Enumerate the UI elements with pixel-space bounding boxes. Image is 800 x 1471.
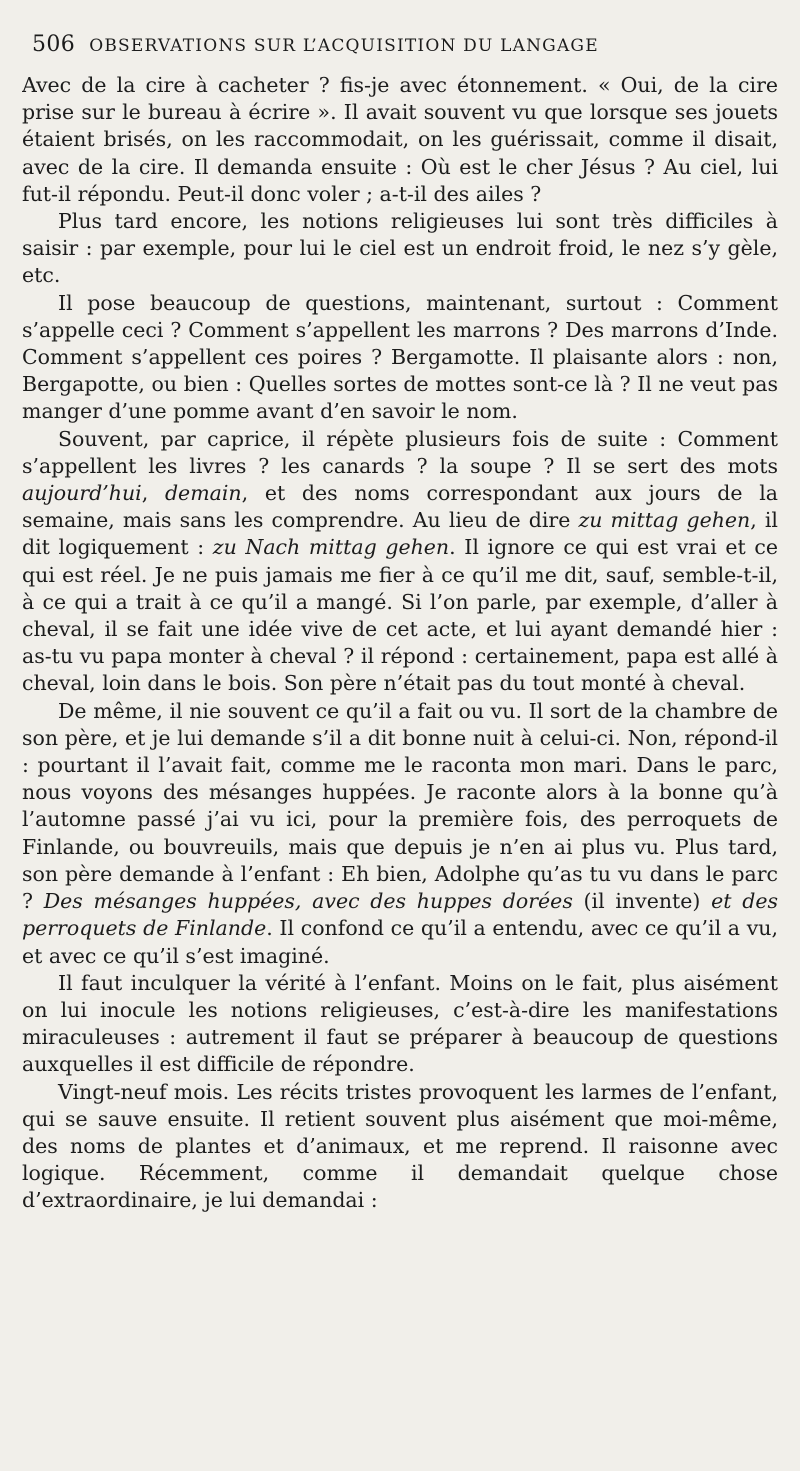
italic-text: aujourd’hui [22, 481, 142, 506]
text-run: Souvent, par caprice, il répète plusieurs fois de suite : Comment s’appellent les livres ? les canards ? la soupe ? Il se sert des mots [22, 426, 778, 478]
paragraph [22, 426, 778, 698]
text-run: . Il confond ce qu’il a entendu, avec ce qu’il a vu, et avec ce qu’il s’est imaginé. [22, 916, 778, 968]
italic-text: demain [164, 481, 242, 506]
page-number: 506 [32, 32, 76, 57]
text-run: , et des noms correspondant aux jours de la semaine, mais sans les comprendre. Au lieu de dire [22, 481, 778, 533]
body-text [22, 72, 778, 1215]
text-run: Il faut inculquer la vérité à l’enfant. Moins on le fait, plus aisément on lui inocule les notions religieuses, c’est-à-dire les manifestations miraculeuses : autrement il faut se préparer à beaucoup de questions auxquelles il est difficile de répondre. [22, 970, 778, 1077]
text-run: Il pose beaucoup de questions, maintenant, surtout : Comment s’appelle ceci ? Comment s’appellent les marrons ? Des marrons d’Inde. Comment s’appellent ces poires ? Bergamotte. Il plaisante alors : non, Bergapotte, ou bien : Quelles sortes de mottes sont-ce là ? Il ne veut pas manger d’une pomme avant d’en savoir le nom. [22, 290, 778, 424]
text-run: De même, il nie souvent ce qu’il a fait ou vu. Il sort de la chambre de son père, et je lui demande s’il a dit bonne nuit à celui-ci. Non, répond-il : pourtant il l’avait fait, comme me le raconta mon mari. Dans le parc, nous voyons des mésanges huppées. Je raconte alors à la bonne qu’à l’automne passé j’ai vu ici, pour la première fois, des perroquets de Finlande, ou bouvreuils, mais que depuis je n’en ai plus vu. Plus tard, son père demande à l’enfant : Eh bien, Adolphe qu’as tu vu dans le parc ? [22, 698, 778, 914]
text-run: Avec de la cire à cacheter ? fis-je avec étonnement. « Oui, de la cire prise sur le bureau à écrire ». Il avait souvent vu que lorsque ses jouets étaient brisés, on les raccommodait, on les guérissait, comme il disait, avec de la cire. Il demanda ensuite : Où est le cher Jésus ? Au ciel, lui fut-il répondu. Peut-il donc voler ; a-t-il des ailes ? [22, 73, 778, 206]
text-run: (il invente) [572, 889, 712, 914]
paragraph [22, 1079, 778, 1215]
paragraph [22, 970, 778, 1079]
paragraph [22, 698, 778, 970]
paragraph [22, 72, 778, 208]
text-run: Plus tard encore, les notions religieuses lui sont très difficiles à saisir : par exemple, pour lui le ciel est un endroit froid, le nez s’y gèle, etc. [22, 209, 778, 288]
italic-text: zu Nach mittag gehen [212, 535, 450, 560]
running-header [22, 32, 778, 72]
running-title: OBSERVATIONS SUR L’ACQUISITION DU LANGAGE [89, 36, 599, 56]
book-page [22, 32, 778, 1452]
paragraph [22, 208, 778, 290]
italic-text: Des mésanges huppées, avec des huppes dorées [43, 889, 573, 914]
italic-text: et des perroquets de Finlande [22, 889, 778, 941]
text-run: , [141, 481, 165, 506]
text-run: . Il ignore ce qui est vrai et ce qui est réel. Je ne puis jamais me fier à ce qu’il me dit, sauf, semble-t-il, à ce qui a trait à ce qu’il a mangé. Si l’on parle, par exemple, d’aller à cheval, il se fait une idée vive de cet acte, et lui ayant demandé hier : as-tu vu papa monter à cheval ? il répond : certainement, papa est allé à cheval, loin dans le bois. Son père n’était pas du tout monté à cheval. [22, 535, 778, 696]
paragraph [22, 290, 778, 426]
text-run: Vingt-neuf mois. Les récits tristes provoquent les larmes de l’enfant, qui se sauve ensuite. Il retient souvent plus aisément que moi-même, des noms de plantes et d’animaux, et me reprend. Il raisonne avec logique. Récemment, comme il demandait quelque chose d’extraordinaire, je lui demandai : [22, 1079, 778, 1213]
italic-text: zu mittag gehen [578, 508, 751, 533]
text-run: , il dit logiquement : [22, 508, 778, 560]
